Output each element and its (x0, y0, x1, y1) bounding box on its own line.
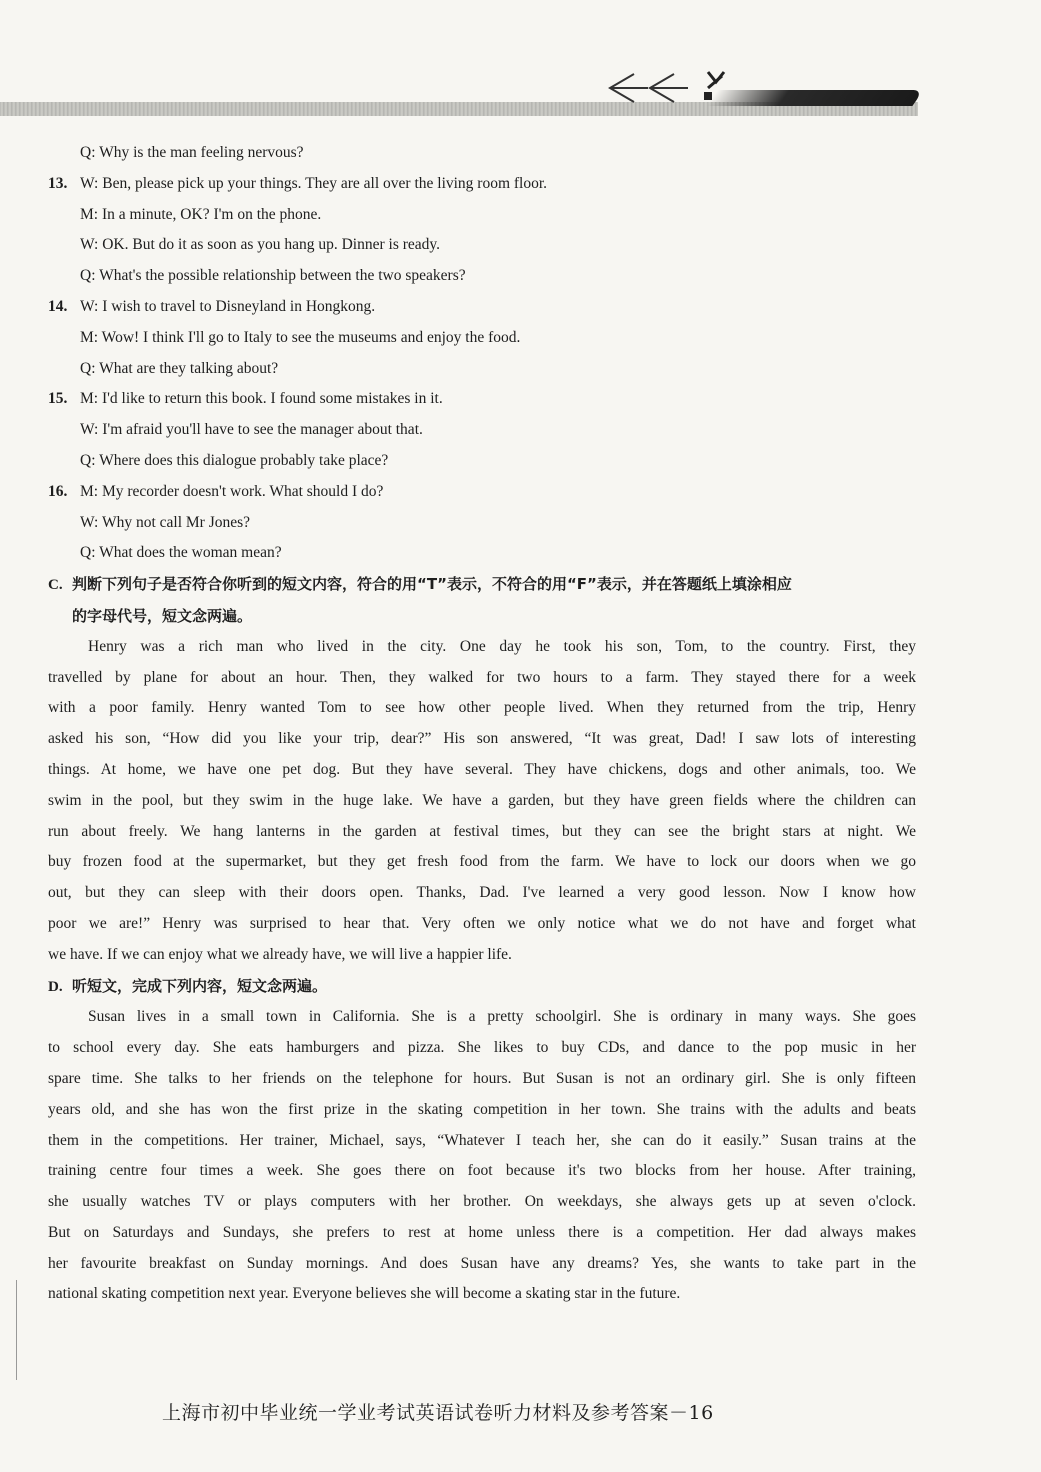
passage-line: But on Saturdays and Sundays, she prefers to rest at home unless there is a competition. Her dad always makes (48, 1223, 916, 1241)
dialogue-15 (48, 384, 916, 476)
passage-line: her favourite breakfast on Sunday mornings. And does Susan have any dreams? Yes, she wants to take part in the (48, 1254, 916, 1272)
passage-line: asked his son, “How did you like your trip, dear?” His son answered, “It was great, Dad! I saw lots of interesting (48, 730, 916, 748)
passage-line: to school every day. She eats hamburgers and pizza. She likes to buy CDs, and dance to the pop music in her (48, 1039, 916, 1057)
dialogue-line: Q: Where does this dialogue probably take place? (80, 451, 389, 469)
page-content (48, 138, 916, 1310)
section-c (48, 569, 916, 970)
passage-line: things. At home, we have one pet dog. But they have several. They have chickens, dogs and other animals, too. We (48, 760, 916, 778)
passage-line: buy frozen food at the supermarket, but they get fresh food from the farm. We have to lock our doors when we go (48, 853, 916, 871)
section-d-heading-text: 听短文，完成下列内容，短文念两遍。 (72, 976, 328, 995)
dialogue-number: 15. (48, 390, 68, 408)
dialogue-number: 13. (48, 174, 68, 192)
passage-line: Henry was a rich man who lived in the city. One day he took his son, Tom, to the country. First, they (88, 637, 916, 655)
dialogue-line: W: OK. But do it as soon as you hang up. Dinner is ready. (80, 236, 441, 254)
section-d-heading (48, 971, 916, 1003)
section-c-heading (48, 569, 916, 601)
dialogue-13 (48, 169, 916, 292)
dialogue-line: W: Ben, please pick up your things. They are all over the living room floor. (80, 174, 548, 192)
section-d-tag: D. (48, 978, 63, 995)
dialogue-line: Q: What does the woman mean? (80, 544, 282, 562)
header-dark-stripe (706, 90, 923, 106)
dialogue-line: M: I'd like to return this book. I found some mistakes in it. (80, 390, 443, 408)
passage-line: run about freely. We hang lanterns in the garden at festival times, but they can see the bright stars at night. We (48, 822, 916, 840)
section-c-passage (48, 632, 916, 971)
dialogue-14 (48, 292, 916, 384)
passage-line: travelled by plane for about an hour. Then, they walked for two hours to a farm. They stayed there for a week (48, 668, 916, 686)
passage-line: them in the competitions. Her trainer, Michael, says, “Whatever I teach her, she can do it easily.” Susan trains at the (48, 1131, 916, 1149)
dialogue-line: Q: What are they talking about? (80, 359, 279, 377)
passage-line: years old, and she has won the first prize in the skating competition in her town. She trains with the adults and beats (48, 1100, 916, 1118)
passage-line: Susan lives in a small town in California. She is a pretty schoolgirl. She is ordinary in many ways. She goes (88, 1008, 916, 1026)
dialogue-line: W: I wish to travel to Disneyland in Hongkong. (80, 297, 376, 315)
passage-line: national skating competition next year. Everyone believes she will become a skating star in the future. (48, 1285, 681, 1303)
passage-line: with a poor family. Henry wanted Tom to see how other people lived. When they returned from the trip, Henry (48, 699, 916, 717)
page-footer: 上海市初中毕业统一学业考试英语试卷听力材料及参考答案－16 (162, 1402, 714, 1424)
double-back-arrow-icon (604, 66, 734, 108)
passage-line: out, but they can sleep with their doors open. Thanks, Dad. I've learned a very good lesson. Now I know how (48, 884, 916, 902)
passage-line: spare time. She talks to her friends on the telephone for hours. But Susan is not an ordinary girl. She is only fifteen (48, 1069, 916, 1087)
dialogue-line: M: My recorder doesn't work. What should I do? (80, 482, 384, 500)
dialogue-line: W: I'm afraid you'll have to see the manager about that. (80, 421, 423, 439)
dialogue-number: 14. (48, 297, 68, 315)
section-c-tag: C. (48, 577, 63, 594)
section-c-heading-line1: 判断下列句子是否符合你听到的短文内容，符合的用“T”表示，不符合的用“F”表示，并在答题纸上填涂相应 (72, 575, 792, 594)
section-d-passage (48, 1002, 916, 1310)
dialogue-number: 16. (48, 482, 68, 500)
dialogue-16 (48, 477, 916, 569)
passage-line: poor we are!” Henry was surprised to hear that. Very often we only notice what we do not have and forget what (48, 914, 916, 932)
margin-line (16, 1280, 17, 1380)
passage-line: we have. If we can enjoy what we already have, we will live a happier life. (48, 945, 512, 963)
passage-line: training centre four times a week. She goes there on foot because it's two blocks from her house. After training, (48, 1162, 916, 1180)
dialogue-12-question: Q: Why is the man feeling nervous? (80, 144, 304, 161)
dialogue-line: M: Wow! I think I'll go to Italy to see the museums and enjoy the food. (80, 328, 521, 346)
passage-line: she usually watches TV or plays computers with her brother. On weekdays, she always gets up at seven o'clock. (48, 1193, 916, 1211)
dialogue-line: Q: What's the possible relationship between the two speakers? (80, 267, 466, 285)
dialogue-line: W: Why not call Mr Jones? (80, 513, 251, 531)
passage-line: swim in the pool, but they swim in the huge lake. We have a garden, but they have green fields where the children can (48, 791, 916, 809)
section-c-heading-line2: 的字母代号，短文念两遍。 (72, 606, 253, 625)
dialogue-line: M: In a minute, OK? I'm on the phone. (80, 205, 322, 223)
section-d (48, 971, 916, 1311)
